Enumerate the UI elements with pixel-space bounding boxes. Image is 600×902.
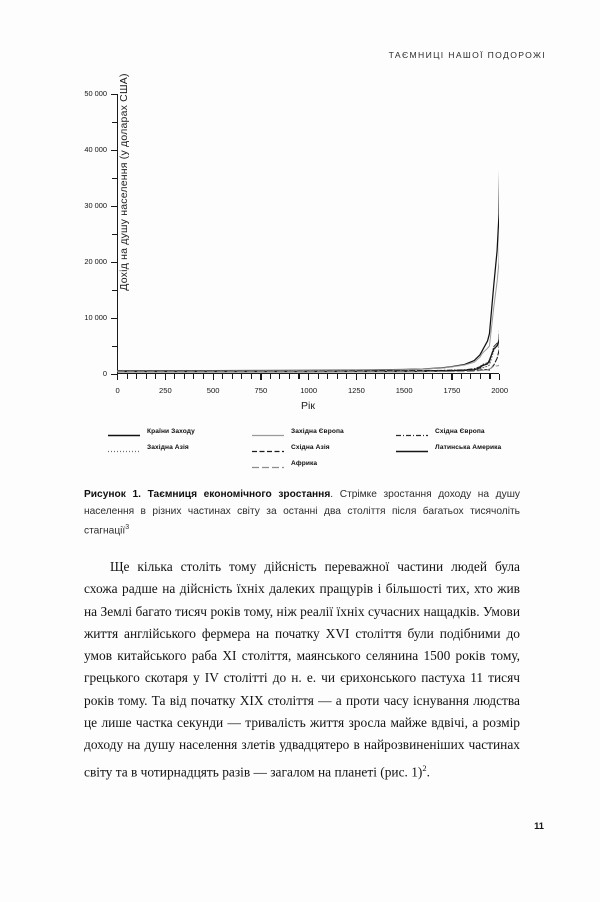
x-tick — [254, 374, 268, 395]
caption-text: . Стрімке зростання доходу на душу населення в різних частинах світу за останні два століття після багатьох тисячоліть стагнації — [84, 489, 520, 537]
x-tick-minor — [470, 374, 471, 379]
x-tick-minor — [442, 374, 443, 379]
y-tick-label: 10 000 — [84, 312, 107, 322]
legend-line-swatch — [252, 443, 284, 452]
series-line — [117, 105, 499, 370]
x-tick-minor — [318, 374, 319, 379]
body-note: 2 — [422, 762, 427, 773]
x-tick-label: 1000 — [300, 386, 318, 395]
legend-label: Західна Азія — [147, 444, 189, 451]
x-axis-title: Рік — [301, 400, 315, 412]
series-line — [117, 307, 499, 371]
x-tick — [347, 374, 365, 395]
page-number: 11 — [534, 820, 544, 831]
x-tick-label: 1500 — [395, 386, 413, 395]
chart-legend — [108, 427, 540, 475]
y-tick-label: 0 — [102, 368, 107, 378]
x-tick-minor — [394, 374, 395, 379]
legend-label: Східна Азія — [291, 444, 330, 451]
legend-line-swatch — [396, 443, 428, 452]
body-paragraph-text: Ще кілька століть тому дійсність переважної частини людей була схожа радше на дійсність їхніх далеких пращурів і більшості тих, хто жив на Землі багато тисяч років тому, ніж реалії їхніх сучасних нащадків. Умови життя англійського фермера на початку XVI століття були подібними до умов китайського раба XI століття, маянського селянина 1500 років тому, грецького скотаря у IV столітті до н. е. чи єрихонського пастуха 11 тисяч років тому. Та від початку XIX століття — а проти часу існування людства це лише частка секунди — тривалість життя зросла майже вдвічі, а розмір доходу на душу населення злетів удвадцятеро в найрозвиненіших частинах світу та в чотирнадцять разів — загалом на планеті (рис. 1) — [84, 559, 520, 780]
legend-item[interactable] — [396, 427, 540, 436]
legend-row — [108, 427, 540, 436]
x-tick — [159, 374, 172, 395]
chart-curves — [117, 94, 499, 374]
x-tick — [300, 374, 318, 395]
plot-area — [84, 88, 509, 395]
x-tick-minor — [203, 374, 204, 379]
x-tick-minor — [365, 374, 366, 379]
x-tick-minor — [270, 374, 271, 379]
legend-item[interactable] — [108, 443, 252, 452]
figure-caption — [84, 487, 520, 540]
y-tick-label: 20 000 — [84, 256, 107, 266]
legend-row — [108, 443, 540, 452]
x-tick-minor — [222, 374, 223, 379]
caption-label: Рисунок 1. Таємниця економічного зростання — [84, 489, 331, 500]
series-line — [117, 158, 499, 370]
y-tick-label: 40 000 — [84, 144, 107, 154]
x-tick-minor — [489, 374, 490, 379]
legend-item[interactable] — [108, 427, 252, 436]
x-tick-label: 750 — [254, 386, 268, 395]
series-line — [117, 312, 499, 371]
x-tick — [491, 374, 509, 395]
x-tick-minor — [423, 374, 424, 379]
legend-line-swatch — [396, 427, 428, 436]
legend-row — [108, 459, 540, 468]
x-tick — [206, 374, 220, 395]
legend-item[interactable] — [252, 427, 396, 436]
legend-label: Латинська Америка — [435, 444, 502, 451]
legend-label: Країни Заходу — [147, 428, 195, 435]
legend-line-swatch — [252, 459, 284, 468]
x-tick-minor — [241, 374, 242, 379]
x-tick-minor — [298, 374, 299, 379]
x-tick-minor — [127, 374, 128, 379]
x-tick-minor — [136, 374, 137, 379]
legend-label: Східна Європа — [435, 428, 485, 435]
legend-label: Африка — [291, 460, 318, 467]
y-axis-title: Дохід на душу населення (у доларах США) — [118, 73, 130, 291]
x-tick-minor — [432, 374, 433, 379]
series-line — [117, 321, 499, 372]
x-tick-minor — [384, 374, 385, 379]
x-tick-minor — [413, 374, 414, 379]
y-tick-label: 30 000 — [84, 200, 107, 210]
x-tick-minor — [193, 374, 194, 379]
x-tick-minor — [289, 374, 290, 379]
x-tick-label: 1250 — [347, 386, 365, 395]
x-tick-label: 1750 — [443, 386, 461, 395]
y-tick-label: 50 000 — [84, 88, 107, 98]
x-tick-label: 0 — [115, 386, 120, 395]
legend-label: Західна Європа — [291, 428, 344, 435]
figure-1 — [60, 73, 540, 482]
legend-item[interactable] — [396, 443, 540, 452]
running-head: ТАЄМНИЦІ НАШОЇ ПОДОРОЖІ — [388, 50, 546, 60]
legend-line-swatch — [108, 443, 140, 452]
x-tick-minor — [155, 374, 156, 379]
body-tail: . — [426, 764, 430, 780]
legend-item[interactable] — [252, 443, 396, 452]
body-paragraph — [84, 556, 520, 783]
x-tick-minor — [184, 374, 185, 379]
x-tick — [115, 374, 120, 395]
x-tick-minor — [327, 374, 328, 379]
x-tick-minor — [480, 374, 481, 379]
legend-line-swatch — [108, 427, 140, 436]
x-tick-minor — [346, 374, 347, 379]
series-line — [117, 324, 499, 372]
x-tick-minor — [375, 374, 376, 379]
x-tick — [443, 374, 461, 395]
x-tick-minor — [146, 374, 147, 379]
x-tick-minor — [279, 374, 280, 379]
x-tick-minor — [337, 374, 338, 379]
x-tick-label: 2000 — [491, 386, 509, 395]
legend-line-swatch — [252, 427, 284, 436]
legend-item[interactable] — [252, 459, 396, 468]
caption-note: 3 — [125, 524, 130, 532]
x-tick-label: 500 — [206, 386, 220, 395]
x-tick — [395, 374, 413, 395]
x-tick-label: 250 — [159, 386, 172, 395]
x-tick-minor — [232, 374, 233, 379]
x-tick-minor — [174, 374, 175, 379]
x-tick-minor — [251, 374, 252, 379]
x-tick-minor — [461, 374, 462, 379]
